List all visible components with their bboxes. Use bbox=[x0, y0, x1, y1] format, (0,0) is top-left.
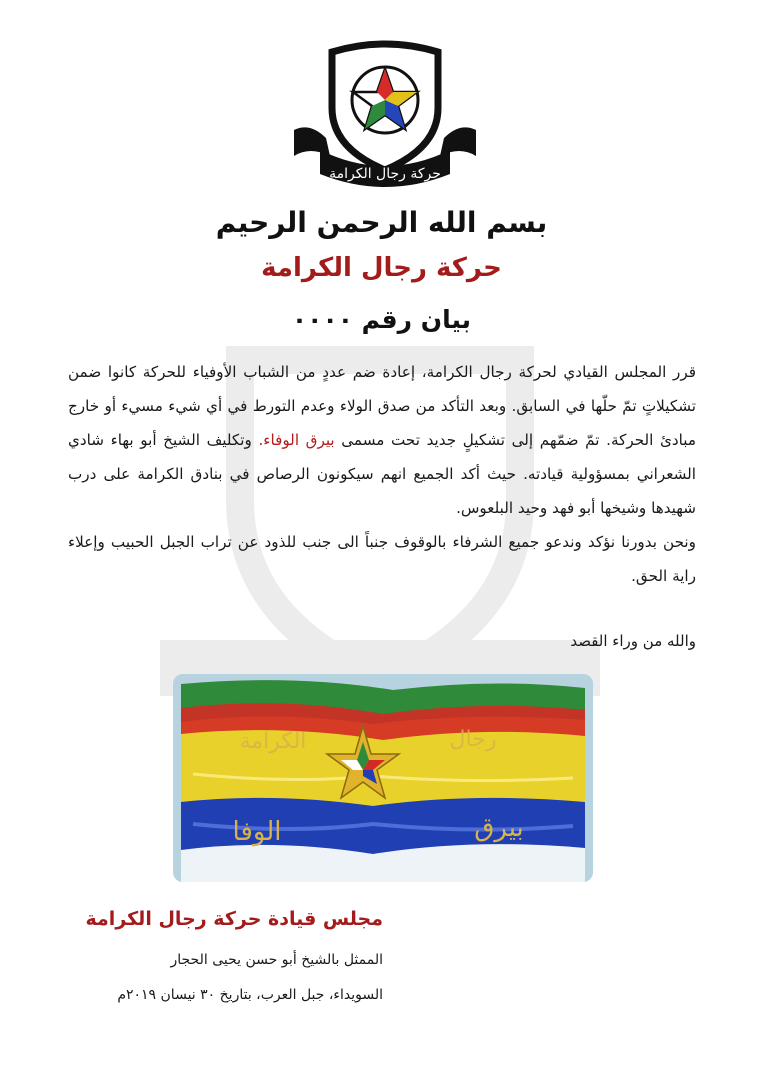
statement-body bbox=[68, 355, 696, 593]
organization-name: حركة رجال الكرامة bbox=[261, 253, 502, 283]
signature-representative: الممثل بالشيخ أبو حسن يحيى الحجار bbox=[170, 952, 383, 968]
body-text-part2: وتكليف الشيخ أبو بهاء شادي الشعراني بمسؤولية قيادته. حيث أكد الجميع انهم سيكونون الرصاص في بنادق الكرامة على درب شهيدها وشيخها أبو فهد وحيد البلعوس. bbox=[68, 431, 696, 517]
movement-logo bbox=[290, 38, 480, 190]
flag-embroidered-text-wafa: الوفا bbox=[232, 817, 282, 847]
body-paragraph-1 bbox=[68, 355, 696, 525]
flag-embroidered-text-bayraq: بيرق bbox=[474, 813, 524, 843]
unit-name-highlight: بيرق الوفاء. bbox=[258, 431, 335, 449]
basmala: بسم الله الرحمن الرحيم bbox=[215, 206, 548, 239]
body-paragraph-2: ونحن بدورنا نؤكد وندعو جميع الشرفاء بالوقوف جنباً الى جنب للذود عن تراب الجبل الحبيب وإعلاء راية الحق. bbox=[68, 533, 696, 585]
flag-image bbox=[173, 674, 593, 882]
flag-embroidered-text-karama: الكرامة bbox=[239, 729, 307, 754]
body-text-part1: قرر المجلس القيادي لحركة رجال الكرامة، إعادة ضم عددٍ من الشباب الأوفياء للحركة كانوا ضمن تشكيلاتٍ تمّ حلّها في السابق. وبعد التأكد من صدق الولاء وعدم التورط في أي شيء مسيء أو خارج مبادئ الحركة. تمّ ضمّهم إلى تشكيلٍ جديد تحت مسمى bbox=[68, 363, 696, 449]
signature-place-date: السويداء، جبل العرب، بتاريخ ٣٠ نيسان ٢٠١٩م bbox=[117, 987, 383, 1003]
statement-number: بيان رقم ٠٠٠٠ bbox=[291, 305, 472, 334]
flag-photo bbox=[173, 674, 593, 882]
signature-title: مجلس قيادة حركة رجال الكرامة bbox=[85, 908, 383, 930]
closing-phrase: والله من وراء القصد bbox=[570, 632, 696, 650]
flag-embroidered-text-rijal: رجال bbox=[449, 727, 497, 752]
logo-banner-text: حركة رجال الكرامة bbox=[329, 166, 441, 182]
